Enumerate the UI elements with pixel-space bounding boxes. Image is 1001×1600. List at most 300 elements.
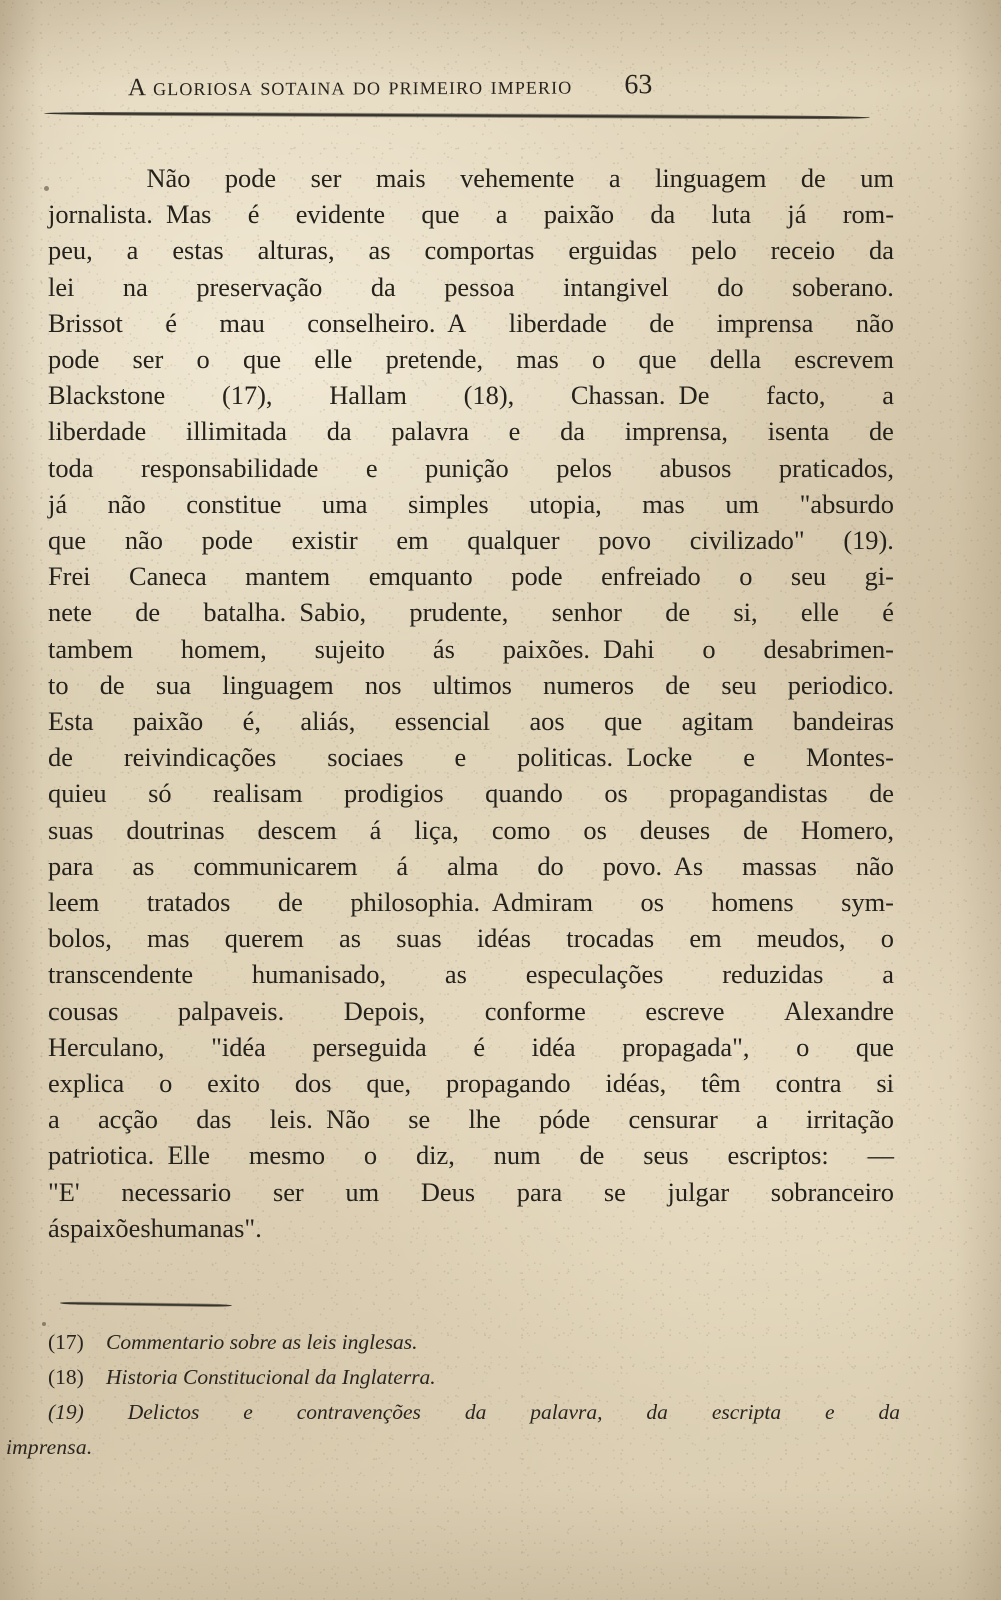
word: estas bbox=[172, 235, 224, 266]
word: pode bbox=[48, 344, 100, 375]
page-number: 63 bbox=[624, 69, 653, 101]
word: e bbox=[743, 742, 755, 773]
word: quieu bbox=[48, 778, 107, 809]
word: prodigios bbox=[343, 778, 444, 809]
body-line bbox=[48, 1029, 894, 1065]
word: Herculano, bbox=[48, 1031, 165, 1062]
word: sociaes bbox=[327, 742, 404, 773]
body-line bbox=[48, 232, 894, 268]
footnote-word: e bbox=[243, 1400, 253, 1424]
footnote-list bbox=[6, 1325, 900, 1465]
body-line bbox=[48, 920, 894, 956]
body-line bbox=[48, 1210, 894, 1246]
word: póde bbox=[538, 1104, 591, 1135]
footnote-text: Commentario sobre as leis inglesas. bbox=[106, 1330, 418, 1354]
footnote-word: escripta bbox=[711, 1400, 782, 1424]
word: punição bbox=[425, 452, 509, 483]
word: na bbox=[122, 271, 148, 302]
ink-speck bbox=[44, 186, 49, 191]
word: conforme bbox=[484, 995, 586, 1026]
word: a bbox=[882, 959, 894, 990]
word: da bbox=[650, 199, 676, 230]
word: mas bbox=[516, 344, 559, 375]
word: si bbox=[876, 1068, 894, 1099]
word: politicas. Locke bbox=[517, 742, 693, 773]
body-text bbox=[48, 160, 894, 1246]
word: é bbox=[165, 307, 177, 338]
word: seu bbox=[721, 669, 757, 700]
word: illimitada bbox=[185, 416, 288, 447]
word: della bbox=[709, 344, 762, 375]
word: lhe bbox=[468, 1104, 501, 1135]
word: para bbox=[48, 850, 94, 881]
word: as bbox=[132, 850, 155, 881]
word: linguagem bbox=[655, 163, 767, 193]
word: ser bbox=[272, 1176, 304, 1207]
footnote-marker: (18) bbox=[48, 1365, 84, 1389]
word: linguagem bbox=[222, 669, 334, 700]
footnote-separator-rule bbox=[60, 1301, 232, 1308]
word: numeros bbox=[543, 669, 635, 700]
word: gi- bbox=[864, 561, 894, 592]
footnote-text: Historia Constitucional da Inglaterra. bbox=[106, 1365, 436, 1389]
word: não bbox=[855, 307, 894, 338]
word: irritação bbox=[806, 1104, 894, 1135]
footnote-word: da bbox=[464, 1400, 487, 1424]
word: simples bbox=[408, 488, 489, 519]
word: existir bbox=[291, 525, 358, 556]
word: perseguida bbox=[312, 1031, 427, 1062]
word: seus bbox=[643, 1140, 689, 1171]
word: têm bbox=[701, 1068, 741, 1099]
word: constitue bbox=[186, 488, 282, 519]
word: prudente, bbox=[409, 597, 509, 628]
word: o bbox=[796, 1031, 810, 1062]
body-line bbox=[48, 1137, 894, 1173]
word: imprensa bbox=[716, 307, 814, 338]
word: propagada", bbox=[622, 1031, 750, 1062]
word: Montes- bbox=[805, 742, 894, 773]
word: que bbox=[638, 344, 677, 375]
word: de bbox=[665, 669, 691, 700]
word: de bbox=[869, 778, 894, 809]
word: liberdade bbox=[508, 307, 607, 338]
word: sua bbox=[155, 669, 192, 700]
word: realisam bbox=[213, 778, 303, 809]
body-line bbox=[48, 594, 894, 630]
word: utopia, bbox=[529, 488, 602, 519]
word: é bbox=[882, 597, 894, 628]
word: a bbox=[756, 1104, 768, 1135]
word: evidente bbox=[295, 199, 386, 230]
footnote-word: palavra, bbox=[530, 1400, 603, 1424]
word: agitam bbox=[681, 706, 754, 737]
word: alma bbox=[447, 850, 499, 881]
word: uma bbox=[322, 488, 368, 519]
word: á bbox=[396, 850, 409, 881]
footnote-word: Delictos bbox=[127, 1400, 200, 1424]
word: Hallam bbox=[329, 380, 407, 411]
word: pessoa bbox=[444, 271, 515, 302]
footnote-marker: (19) bbox=[48, 1400, 84, 1424]
word: (17), bbox=[221, 380, 273, 411]
word: soberano. bbox=[792, 271, 894, 302]
footnote-item bbox=[48, 1360, 900, 1395]
word: quando bbox=[485, 778, 563, 809]
word: Deus bbox=[420, 1176, 476, 1207]
word: luta bbox=[711, 199, 752, 230]
word: que bbox=[855, 1031, 894, 1062]
word: das bbox=[196, 1104, 232, 1135]
word: Esta bbox=[48, 706, 94, 737]
word: de bbox=[800, 163, 826, 193]
word: ser bbox=[132, 344, 164, 375]
word: (19). bbox=[843, 525, 894, 556]
body-line bbox=[48, 305, 894, 341]
body-line bbox=[48, 739, 894, 775]
word: facto, bbox=[766, 380, 826, 411]
word: de bbox=[277, 887, 303, 918]
word: propagandistas bbox=[669, 778, 828, 809]
word: é bbox=[473, 1031, 486, 1062]
word: pode bbox=[511, 561, 563, 592]
word: o bbox=[592, 344, 606, 375]
word: intangivel bbox=[563, 271, 669, 302]
word: receio bbox=[770, 235, 836, 266]
word: escreve bbox=[645, 995, 725, 1026]
running-head bbox=[42, 70, 872, 116]
word: escriptos: bbox=[727, 1140, 829, 1171]
word: vehemente bbox=[460, 163, 575, 193]
word: paixões bbox=[69, 1212, 151, 1243]
word: — bbox=[867, 1140, 894, 1171]
word: to bbox=[48, 669, 69, 700]
word: de bbox=[743, 814, 768, 845]
footnote-word: contravenções bbox=[296, 1400, 421, 1424]
word: diz, bbox=[415, 1140, 455, 1171]
word: o bbox=[159, 1068, 173, 1099]
word: liberdade bbox=[48, 416, 147, 447]
word: um bbox=[860, 163, 894, 193]
word: ás bbox=[48, 1212, 70, 1243]
word: alturas, bbox=[257, 235, 335, 266]
word: elle bbox=[800, 597, 839, 628]
word: o bbox=[739, 561, 753, 592]
word: da bbox=[370, 271, 396, 302]
word: aos bbox=[529, 706, 565, 737]
word: um bbox=[345, 1176, 380, 1207]
word: responsabilidade bbox=[140, 452, 319, 483]
word: paixão bbox=[132, 706, 204, 737]
word: emquanto bbox=[368, 561, 473, 592]
word: a bbox=[126, 235, 139, 266]
word: mais bbox=[375, 163, 426, 193]
body-line bbox=[48, 196, 894, 232]
body-line bbox=[48, 1065, 894, 1101]
word: dos bbox=[294, 1068, 332, 1099]
word: Brissot bbox=[48, 307, 123, 338]
word: de bbox=[99, 669, 125, 700]
word: qualquer bbox=[467, 525, 560, 556]
word: batalha. Sabio, bbox=[203, 597, 367, 628]
word: e bbox=[508, 416, 521, 447]
word: se bbox=[408, 1104, 431, 1135]
word: as bbox=[339, 923, 361, 954]
word: philosophia. Admiram bbox=[350, 887, 593, 918]
word: ultimos bbox=[432, 669, 512, 700]
word: trocadas bbox=[566, 923, 655, 954]
word: periodico. bbox=[787, 669, 894, 700]
word: não bbox=[124, 525, 163, 556]
word: querem bbox=[224, 923, 304, 954]
word: Frei bbox=[48, 561, 91, 592]
word: bandeiras bbox=[792, 706, 894, 737]
word: pretende, bbox=[385, 344, 484, 375]
word: bolos, bbox=[48, 923, 112, 954]
body-line bbox=[48, 848, 894, 884]
word: que bbox=[421, 199, 460, 230]
word: que, bbox=[366, 1068, 412, 1099]
word: julgar bbox=[667, 1176, 730, 1207]
word: idéas, bbox=[605, 1068, 667, 1099]
word: mesmo bbox=[248, 1140, 326, 1171]
word: liça, bbox=[414, 814, 459, 845]
footnote-continuation: imprensa. bbox=[6, 1435, 93, 1459]
word: "E' bbox=[48, 1176, 80, 1207]
word: cousas bbox=[48, 995, 119, 1026]
word: contra bbox=[775, 1068, 842, 1099]
word: deuses bbox=[639, 814, 711, 845]
body-line bbox=[48, 522, 894, 558]
word: como bbox=[491, 814, 551, 845]
word: nete bbox=[48, 597, 92, 628]
word: si, bbox=[733, 597, 758, 628]
footnote-word: da bbox=[646, 1400, 668, 1424]
word: o bbox=[880, 923, 894, 954]
body-line bbox=[48, 1101, 894, 1137]
word: tambem bbox=[48, 633, 134, 664]
body-line bbox=[48, 558, 894, 594]
footnote-marker: (17) bbox=[48, 1330, 84, 1354]
word: doutrinas bbox=[126, 814, 225, 845]
word: já bbox=[787, 199, 807, 230]
footnote-word: da bbox=[878, 1400, 900, 1424]
word: de bbox=[649, 307, 675, 338]
word: mas bbox=[146, 923, 190, 954]
word: a bbox=[608, 163, 621, 193]
word: seu bbox=[790, 561, 827, 592]
word: abusos bbox=[659, 452, 732, 483]
word: enfreiado bbox=[601, 561, 701, 592]
body-line bbox=[48, 667, 894, 703]
word: mantem bbox=[245, 561, 331, 592]
body-line bbox=[48, 884, 894, 920]
word: os bbox=[640, 887, 664, 918]
word: "idéa bbox=[211, 1031, 266, 1062]
word: reivindicações bbox=[123, 742, 277, 773]
word: paixões. Dahi bbox=[502, 633, 655, 664]
word: desabrimen- bbox=[763, 633, 894, 664]
word: homem, bbox=[180, 633, 267, 664]
word: especulações bbox=[525, 959, 664, 990]
word: e bbox=[454, 742, 467, 773]
word: um bbox=[725, 488, 760, 519]
word: num bbox=[493, 1140, 541, 1171]
word: rom- bbox=[842, 199, 894, 230]
word: leem bbox=[48, 887, 100, 918]
word: patriotica. Elle bbox=[48, 1140, 210, 1171]
word: de bbox=[579, 1140, 605, 1171]
word: acção bbox=[97, 1104, 158, 1135]
word: de bbox=[48, 742, 73, 773]
word: da bbox=[869, 235, 894, 266]
word: as bbox=[444, 959, 467, 990]
word: de bbox=[135, 597, 161, 628]
body-line bbox=[48, 450, 894, 486]
word: Caneca bbox=[129, 561, 207, 592]
word: jornalista. Mas bbox=[48, 199, 212, 230]
word: pode bbox=[224, 163, 277, 193]
word: massas bbox=[742, 850, 817, 881]
word: as bbox=[368, 235, 391, 266]
paragraph bbox=[48, 160, 894, 1246]
body-line bbox=[48, 993, 894, 1029]
word: Homero, bbox=[800, 814, 894, 845]
word: "absurdo bbox=[799, 488, 894, 519]
body-line bbox=[48, 1174, 894, 1210]
word: pelos bbox=[556, 452, 612, 483]
word: Alexandre bbox=[784, 995, 894, 1026]
word: o bbox=[702, 633, 716, 664]
body-line bbox=[48, 775, 894, 811]
word: propagando bbox=[445, 1068, 571, 1099]
ink-speck bbox=[42, 1322, 46, 1326]
word: ser bbox=[310, 163, 342, 193]
footnote-item bbox=[48, 1395, 900, 1430]
running-title: A gloriosa sotaina do primeiro imperio bbox=[127, 72, 573, 102]
word: reduzidas bbox=[722, 959, 824, 990]
word: é, bbox=[242, 706, 261, 737]
word: exito bbox=[207, 1068, 260, 1099]
word: meudos, bbox=[756, 923, 846, 954]
word: já bbox=[48, 488, 68, 519]
word: ás bbox=[432, 633, 455, 664]
word: humanisado, bbox=[251, 959, 387, 990]
word: conselheiro. A bbox=[307, 307, 467, 338]
word: de bbox=[665, 597, 691, 628]
body-line bbox=[48, 956, 894, 992]
word: suas bbox=[48, 814, 94, 845]
body-line bbox=[48, 703, 894, 739]
body-line bbox=[48, 812, 894, 848]
word: senhor bbox=[551, 597, 622, 628]
word: palavra bbox=[391, 416, 469, 447]
word: necessario bbox=[121, 1176, 232, 1207]
word: elle bbox=[314, 344, 353, 375]
word: á bbox=[369, 814, 382, 845]
word: descem bbox=[257, 814, 337, 845]
word: da bbox=[560, 416, 585, 447]
word: idéas bbox=[476, 923, 532, 954]
word: não bbox=[107, 488, 146, 519]
word: sobranceiro bbox=[770, 1176, 894, 1207]
word: preservação bbox=[196, 271, 323, 302]
body-line bbox=[48, 631, 894, 667]
word: humanas". bbox=[150, 1212, 262, 1243]
footnote-word: e bbox=[825, 1400, 835, 1424]
word: Blackstone bbox=[48, 380, 166, 411]
word: mau bbox=[219, 307, 265, 338]
word: em bbox=[396, 525, 429, 556]
word: não bbox=[855, 850, 894, 881]
word: se bbox=[603, 1176, 626, 1207]
word: o bbox=[363, 1140, 378, 1171]
word: que bbox=[604, 706, 643, 737]
word: censurar bbox=[628, 1104, 718, 1135]
word: sym- bbox=[841, 887, 894, 918]
word: lei bbox=[48, 271, 75, 302]
word: idéa bbox=[531, 1031, 576, 1062]
body-line bbox=[48, 377, 894, 413]
word: aliás, bbox=[300, 706, 356, 737]
word: que bbox=[48, 525, 87, 556]
word: de bbox=[868, 416, 894, 447]
word: palpaveis. bbox=[177, 995, 285, 1026]
word: praticados, bbox=[778, 452, 894, 483]
word: a bbox=[48, 1104, 60, 1135]
word: escrevem bbox=[794, 344, 894, 375]
word: leis. Não bbox=[269, 1104, 371, 1135]
word: mas bbox=[642, 488, 685, 519]
word: da bbox=[326, 416, 352, 447]
word: povo. As bbox=[602, 850, 704, 881]
word: transcendente bbox=[48, 959, 194, 990]
word: tratados bbox=[146, 887, 231, 918]
word: nos bbox=[364, 669, 402, 700]
word: em bbox=[689, 923, 722, 954]
word: Chassan. De bbox=[570, 380, 710, 411]
body-line bbox=[48, 341, 894, 377]
word: Não bbox=[146, 163, 191, 193]
word: communicarem bbox=[193, 850, 358, 881]
word: que bbox=[242, 344, 282, 375]
word: só bbox=[148, 778, 172, 809]
word: sujeito bbox=[314, 633, 385, 664]
word: pode bbox=[201, 525, 253, 556]
word: explica bbox=[48, 1068, 125, 1099]
body-line bbox=[48, 486, 894, 522]
word: e bbox=[365, 452, 378, 483]
word: toda bbox=[48, 452, 94, 483]
word: os bbox=[583, 814, 607, 845]
word: paixão bbox=[543, 199, 615, 230]
word: civilizado" bbox=[689, 525, 805, 556]
word: a bbox=[495, 199, 508, 230]
word: erguidas bbox=[568, 235, 658, 266]
word: o bbox=[196, 344, 210, 375]
word: para bbox=[516, 1176, 563, 1207]
word: homens bbox=[711, 887, 794, 918]
body-line bbox=[48, 160, 894, 196]
word: comportas bbox=[424, 235, 535, 266]
word: essencial bbox=[394, 706, 491, 737]
word: é bbox=[247, 199, 260, 230]
body-line bbox=[48, 269, 894, 305]
word: (18), bbox=[463, 380, 515, 411]
word: do bbox=[537, 850, 564, 881]
word: pelo bbox=[691, 235, 737, 266]
word: povo bbox=[598, 525, 652, 556]
